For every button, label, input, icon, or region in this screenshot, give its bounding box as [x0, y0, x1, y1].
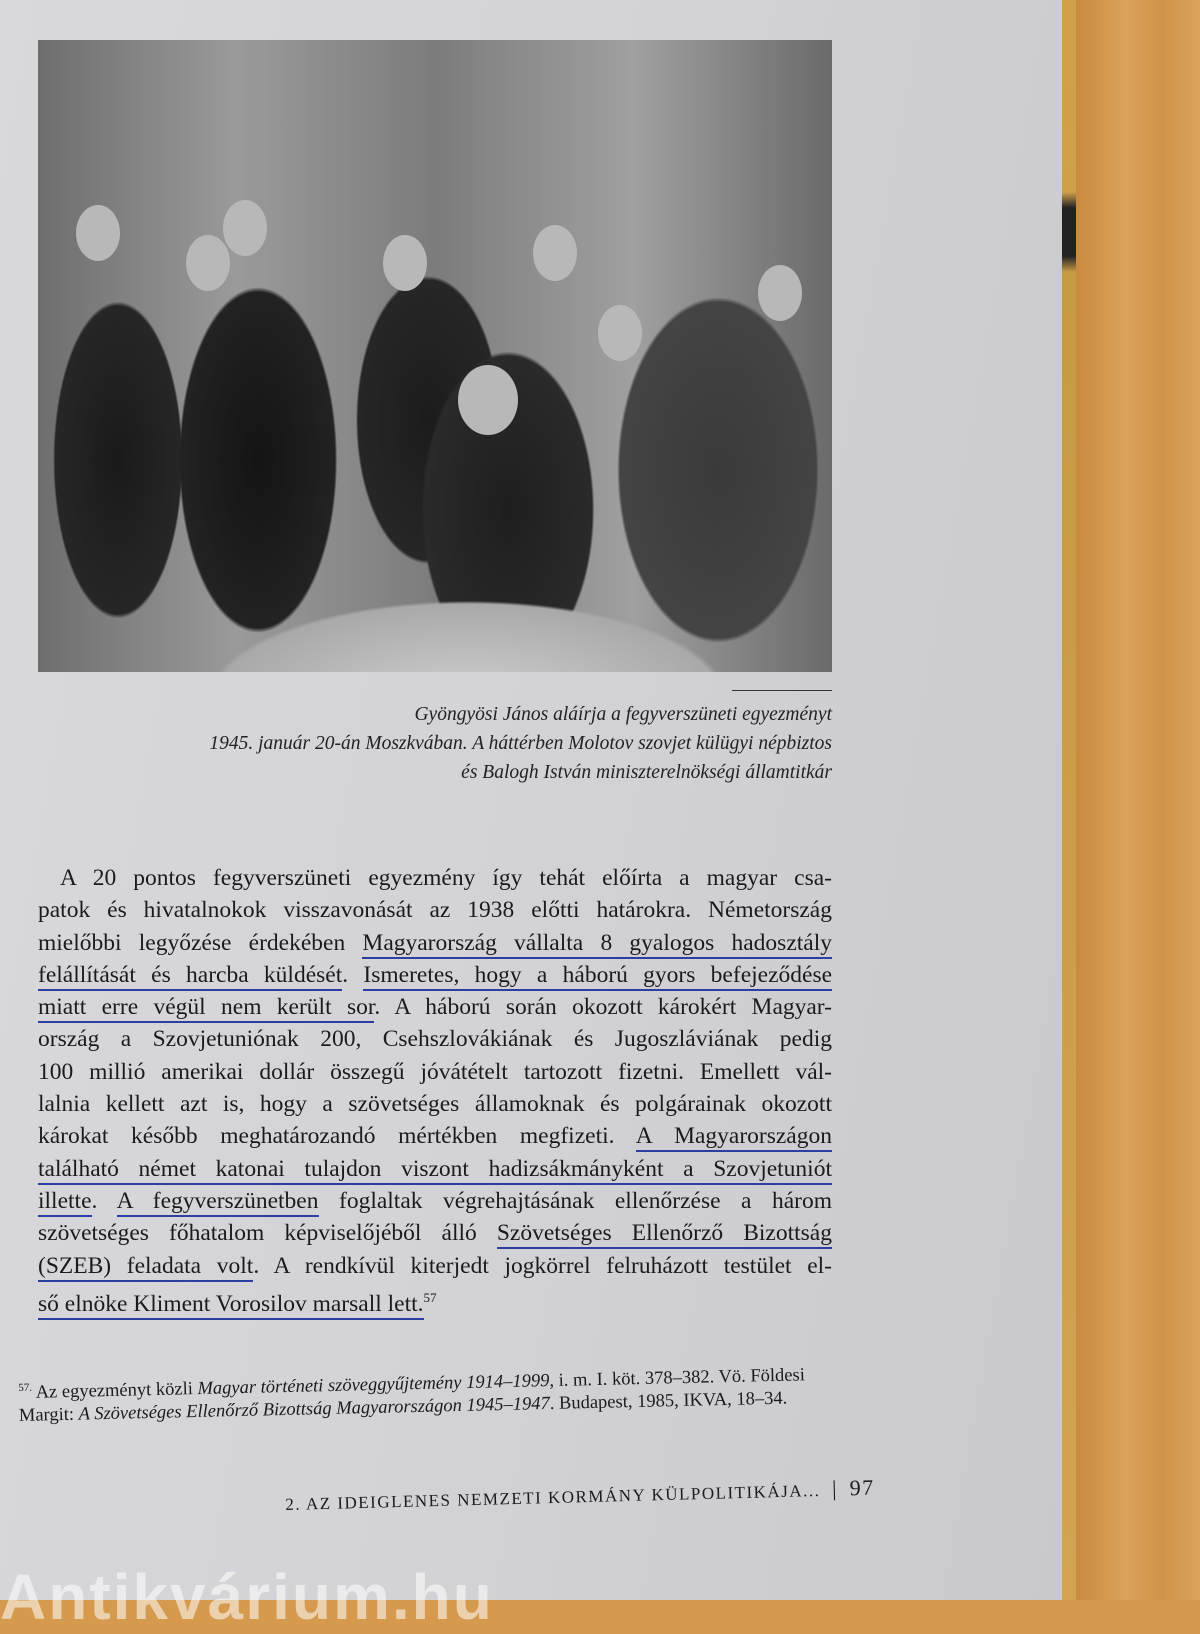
- underlined-text: (SZEB) feladata volt: [38, 1253, 253, 1282]
- underlined-text: felállítását és harcba küldését: [38, 962, 342, 991]
- body-line: [38, 959, 832, 991]
- body-line: [38, 894, 832, 926]
- text-segment: . A rendkívül kiterjedt jogkörrel felruházott testület el-: [253, 1252, 832, 1279]
- body-line: [38, 927, 832, 959]
- separator: |: [831, 1475, 839, 1501]
- footnote: [18, 1359, 829, 1429]
- footnote-number: 57.: [18, 1381, 33, 1394]
- caption-rule: [732, 690, 832, 691]
- text-segment: károkat később meghatározandó mértékben megfizeti.: [38, 1123, 636, 1150]
- underlined-text: miatt erre végül nem került sor: [38, 994, 374, 1023]
- page-number: 97: [849, 1474, 875, 1501]
- text-segment: lalnia kellett azt is, hogy a szövetséges államoknak és polgárainak okozott: [38, 1091, 832, 1118]
- chapter-title: 2. AZ IDEIGLENES NEMZETI KORMÁNY KÜLPOLITIKÁJA...: [285, 1480, 821, 1514]
- footnote-title: A Szövetséges Ellenőrző Bizottság Magyarországon 1945–1947: [78, 1394, 550, 1425]
- footnote-title: Magyar történeti szöveggyűjtemény 1914–1999: [197, 1371, 550, 1400]
- body-line: [38, 1282, 832, 1317]
- caption-line: Gyöngyösi János aláírja a fegyverszüneti egyezményt: [414, 704, 832, 725]
- text-segment: 100 millió amerikai dollár összegű jóvátételt tartozott fizetni. Emellett vál-: [38, 1058, 832, 1085]
- footnote-text: Az egyezményt közli: [31, 1379, 198, 1403]
- footnote-text: . Budapest, 1985, IKVA, 18–34.: [549, 1388, 788, 1415]
- underlined-text: található német katonai tulajdon viszont hadizsákmányként a Szovjetuniót: [38, 1156, 832, 1185]
- caption-line: és Balogh István miniszterelnökségi államtitkár: [461, 762, 832, 783]
- body-line: [38, 1023, 832, 1055]
- underlined-text: illette: [38, 1188, 92, 1217]
- body-line: [38, 991, 832, 1023]
- body-line: [38, 1120, 832, 1152]
- caption-line: 1945. január 20-án Moszkvában. A háttérben Molotov szovjet külügyi népbiztos: [209, 733, 832, 754]
- historical-photo: [38, 40, 832, 672]
- text-segment: .: [342, 961, 364, 988]
- book-edge: [1060, 0, 1076, 1600]
- body-line: [38, 862, 832, 894]
- body-line: [38, 1153, 832, 1185]
- body-line: [38, 1056, 832, 1088]
- photo-caption: [40, 700, 832, 787]
- watermark: Antikvárium.hu: [0, 1561, 494, 1633]
- body-text: [38, 862, 833, 1317]
- underlined-text: Ismeretes, hogy a háború gyors befejeződése: [363, 962, 832, 991]
- footnote-reference: 57: [423, 1289, 437, 1305]
- underlined-text: ső elnöke Kliment Vorosilov marsall lett.: [38, 1291, 424, 1320]
- underlined-text: Szövetséges Ellenőrző Bizottság: [497, 1220, 832, 1249]
- text-segment: A 20 pontos fegyverszüneti egyezmény így tehát előírta a magyar csa-: [60, 865, 832, 891]
- running-head: [285, 1475, 875, 1516]
- body-line: [38, 1250, 832, 1282]
- text-segment: ország a Szovjetuniónak 200, Csehszlovákiának és Jugoszláviának pedig: [38, 1026, 832, 1053]
- footnote-text: , i. m. I. köt. 378–382. Vö. Földesi Margit:: [18, 1365, 806, 1427]
- underlined-text: A fegyverszünetben: [117, 1188, 319, 1217]
- body-line: [38, 1185, 832, 1217]
- body-line: [38, 1088, 832, 1120]
- text-segment: szövetséges főhatalom képviselőjéből álló: [38, 1220, 497, 1247]
- text-segment: foglaltak végrehajtásának ellenőrzése a három: [318, 1187, 832, 1214]
- text-segment: patok és hivatalnokok visszavonását az 1938 előtti határokra. Németország: [38, 897, 832, 924]
- wood-background: [1075, 0, 1200, 1600]
- body-line: [38, 1217, 832, 1249]
- text-segment: . A háború során okozott károkért Magyar-: [374, 994, 832, 1021]
- underlined-text: Magyarország vállalta 8 gyalogos hadosztály: [362, 930, 832, 959]
- text-segment: mielőbbi legyőzése érdekében: [38, 929, 363, 956]
- text-segment: .: [91, 1187, 117, 1214]
- underlined-text: A Magyarországon: [636, 1123, 832, 1152]
